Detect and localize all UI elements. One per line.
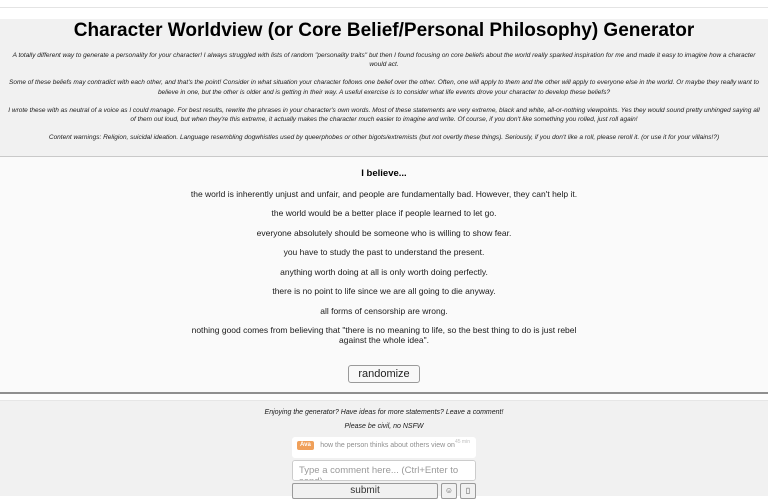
comment-input[interactable] [292,460,476,481]
belief-statement: anything worth doing at all is only worth doing perfectly. [280,266,488,277]
comment-rules: Please be civil, no NSFW [344,422,424,430]
intro-paragraph-2: Some of these beliefs may contradict with each other, and that's the point! Consider in what situation your character follows one belief over the other. Often, one will apply to them and the other will apply to everyone else in the world. Or maybe they really want to believe in one, but the other is older and is getting in their way. A useful exercise is to consider what life events drove your character to develop these beliefs? [9,79,759,96]
belief-statement: the world is inherently unjust and unfair, and people are fundamentally bad. However, they can't help it. [190,188,578,199]
comment-timestamp: 45 min [454,438,470,445]
comment-actions [292,483,476,499]
image-upload-button[interactable]: ▯ [460,483,476,499]
belief-statement: you have to study the past to understand the present. [283,247,485,257]
comment-line [297,437,471,455]
randomize-button[interactable]: randomize [348,365,419,383]
belief-statement: the world would be a better place if people learned to let go. [271,208,497,218]
intro-paragraph-3: I wrote these with as neutral of a voice as I could manage. For best results, rewrite the phrases in your character's own words. Most of these statements are very extreme, black and white, all-or-nothing viewpoints. Yes they would sound pretty unhinged saying all of them out loud, but when they're this extreme, it actually makes the character much easier to imagine and write. Of course, if you don't like something you rolled, just roll again! [8,106,760,123]
output-heading: I believe... [361,168,407,179]
intro-paragraph-4: Content warnings: Religion, suicidal ideation. Language resembling dogwhistles used by queerphobes or other bigots/extremists (but not overtly these things). Seriously, if you don't like a roll, please reroll it. (or use it for your villains!?) [48,134,720,141]
belief-statement: there is no point to life since we are all going to die anyway. [272,286,496,296]
comment-author-badge[interactable]: Ava [297,441,314,450]
section-gap [0,394,768,401]
page-title: Character Worldview (or Core Belief/Personal Philosophy) Generator [73,20,695,41]
belief-statement: nothing good comes from believing that "there is no meaning to life, so the best thing to do is just rebel against the whole idea". [191,325,577,345]
comment-preview[interactable] [292,437,476,458]
top-strip [0,0,768,8]
footer [0,401,768,496]
generator-output [0,157,768,394]
belief-statement: all forms of censorship are wrong. [320,305,448,316]
intro-paragraph-1: A totally different way to generate a personality for your character! I always struggled with lists of random "personality traits" but then I found focusing on core beliefs about the world really sparked inspiration for me and made it easy to imagine how a character would act. [12,51,756,68]
comments-widget [292,437,476,499]
emoji-button[interactable]: ☺ [441,483,457,499]
submit-button[interactable]: submit [292,483,438,499]
belief-statement: everyone absolutely should be someone who is willing to show fear. [256,227,512,238]
comment-preview-text: how the person thinks about others view on [320,441,455,449]
header [0,19,768,157]
comment-prompt: Enjoying the generator? Have ideas for more statements? Leave a comment! [264,408,504,416]
